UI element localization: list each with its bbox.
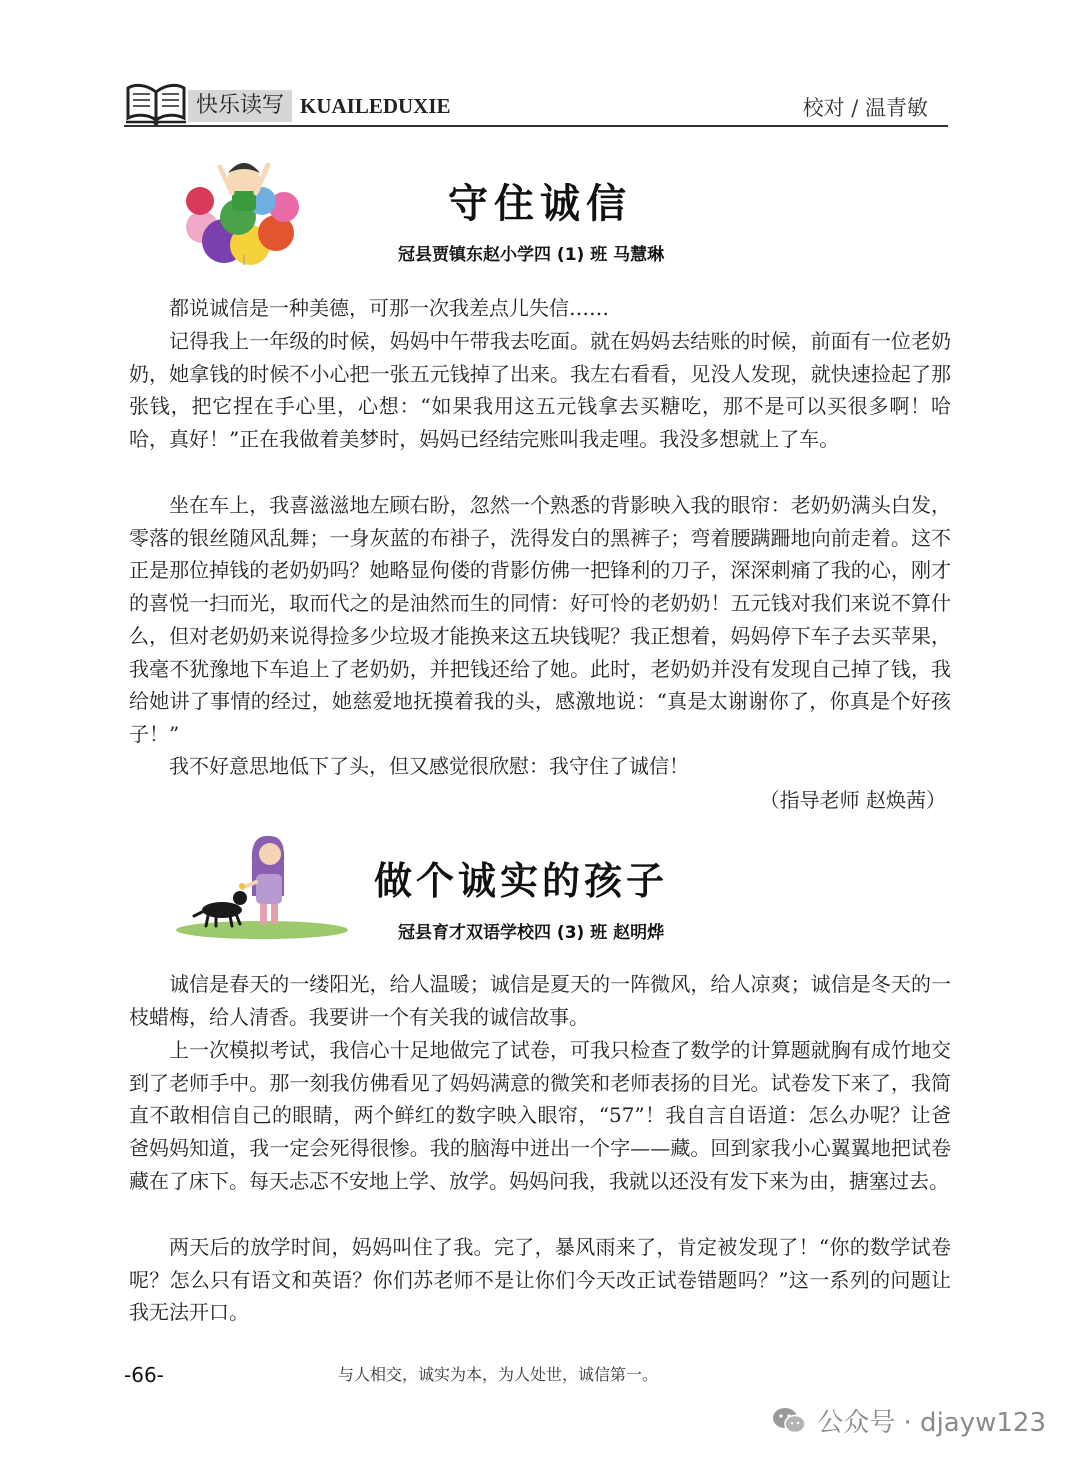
article2-title: 做个诚实的孩子 — [374, 859, 669, 903]
page-number: -66- — [124, 1363, 164, 1387]
article2-byline: 冠县育才双语学校四 (3) 班 赵明烨 — [398, 923, 665, 943]
magazine-brand-cn: 快乐读写 — [188, 90, 292, 122]
article2-paragraph: 诚信是春天的一缕阳光，给人温暖；诚信是夏天的一阵微风，给人凉爽；诚信是冬天的一枝蜡梅，给人清香。我要讲一个有关我的诚信故事。 — [129, 972, 951, 1029]
footer-motto: 与人相交，诚实为本，为人处世，诚信第一。 — [338, 1365, 659, 1384]
article2-paragraph: 两天后的放学时间，妈妈叫住了我。完了，暴风雨来了，肯定被发现了！“你的数学试卷呢？怎么只有语文和英语？你们苏老师不是让你们今天改正试卷错题吗？”这一系列的问题让我无法开口。 — [129, 1235, 951, 1325]
article1-paragraph: 我不好意思地低下了头，但又感觉很欣慰：我守住了诚信！ — [169, 754, 689, 778]
wechat-icon — [771, 1406, 807, 1436]
article1-paragraph: 都说诚信是一种美德，可那一次我差点儿失信…… — [169, 296, 609, 320]
article1-paragraph: 记得我上一年级的时候，妈妈中午带我去吃面。就在妈妈去结账的时候，前面有一位老奶奶，她拿钱的时候不小心把一张五元钱掉了出来。我左右看看，见没人发现，就快速捡起了那张钱，把它捏在手心里，心想：“如果我用这五元钱拿去买糖吃，那不是可以买很多啊！哈哈，真好！”正在我做着美梦时，妈妈已经结完账叫我走哩。我没多想就上了车。 — [129, 329, 951, 452]
article2-paragraph: 上一次模拟考试，我信心十足地做完了试卷，可我只检查了数学的计算题就胸有成竹地交到了老师手中。那一刻我仿佛看见了妈妈满意的微笑和老师表扬的目光。试卷发下来了，我简直不敢相信自己的眼睛，两个鲜红的数字映入眼帘，“57”！我自言自语道：怎么办呢？让爸爸妈妈知道，我一定会死得很惨。我的脑海中迸出一个字——藏。回到家我小心翼翼地把试卷藏在了床下。每天忐忑不安地上学、放学。妈妈问我，我就以还没有发下来为由，搪塞过去。 — [129, 1038, 951, 1193]
child-with-balloons-illustration — [180, 145, 310, 270]
open-book-icon — [124, 82, 188, 126]
wechat-watermark — [771, 1402, 1046, 1439]
proofreader-credit: 校对 / 温青敏 — [802, 96, 928, 120]
article1-byline: 冠县贾镇东赵小学四 (1) 班 马慧琳 — [398, 245, 665, 265]
magazine-brand-latin: KUAILEDUXIE — [300, 94, 451, 118]
article1-teacher-credit: （指导老师 赵焕茜） — [759, 788, 946, 812]
watermark-text: 公众号 · djayw123 — [817, 1408, 1046, 1438]
article1-paragraph: 坐在车上，我喜滋滋地左顾右盼，忽然一个熟悉的背影映入我的眼帘：老奶奶满头白发，零落的银丝随风乱舞；一身灰蓝的布褂子，洗得发白的黑裤子；弯着腰蹒跚地向前走着。这不正是那位掉钱的老奶奶吗？她略显佝偻的背影仿佛一把锋利的刀子，深深刺痛了我的心，刚才的喜悦一扫而光，取而代之的是油然而生的同情：好可怜的老奶奶！五元钱对我们来说不算什么，但对老奶奶来说得捡多少垃圾才能换来这五块钱呢？我正想着，妈妈停下车子去买苹果，我毫不犹豫地下车追上了老奶奶，并把钱还给了她。此时，老奶奶并没有发现自己掉了钱，我给她讲了事情的经过，她慈爱地抚摸着我的头，感激地说：“真是太谢谢你了，你真是个好孩子！” — [129, 493, 951, 746]
header-divider — [124, 125, 948, 127]
girl-with-dog-illustration — [172, 826, 352, 941]
article1-title: 守住诚信 — [448, 181, 632, 227]
